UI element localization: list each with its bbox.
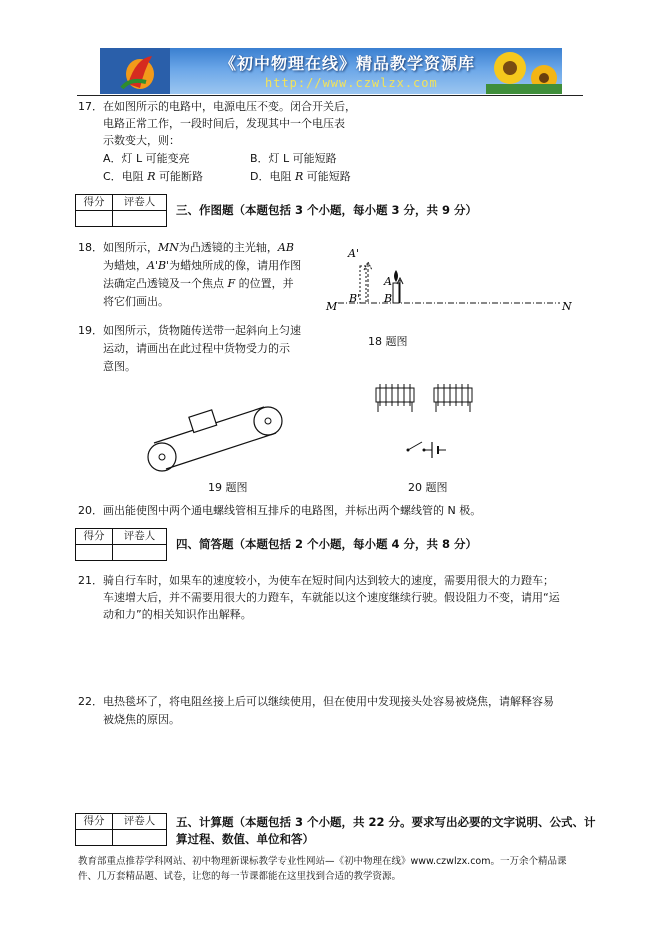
q17-option-a: A．灯 L 可能变亮 (103, 152, 190, 165)
candle-flame (394, 270, 398, 282)
label-b: B (384, 292, 393, 305)
q22-line1: 22．电热毯坏了，将电阻丝接上后可以继续使用，但在使用中发现接头处容易被烧焦，请解释容易 (78, 695, 554, 708)
score-label: 得分 (76, 814, 113, 830)
q22-line2: 被烧焦的原因。 (103, 713, 180, 726)
header-rule (77, 95, 583, 96)
q18-line4: 将它们画出。 (103, 295, 169, 308)
q17-option-b: B．灯 L 可能短路 (250, 152, 337, 165)
image-candle (360, 266, 366, 303)
upper-roller (254, 407, 282, 435)
q21-line3: 动和力”的相关知识作出解释。 (103, 608, 252, 621)
score-box-sec3 (75, 194, 167, 227)
label-b-prime: B' (349, 292, 361, 305)
label-n: N (562, 300, 572, 313)
score-cell (76, 830, 113, 846)
reviewer-cell (113, 211, 167, 227)
cargo-box (189, 410, 217, 433)
section-4-title: 四、简答题（本题包括 2 个小题，每小题 4 分，共 8 分） (176, 537, 478, 551)
section-5-title-line2: 算过程、数值、单位和答） (176, 832, 314, 846)
figure-20-solenoids (370, 378, 480, 468)
reviewer-cell (113, 830, 167, 846)
score-cell (76, 211, 113, 227)
q21-line1: 21．骑自行车时，如果车的速度较小，为使车在短时间内达到较大的速度，需要用很大的力蹬车； (78, 574, 554, 587)
q20-text: 20．画出能使图中两个通电螺线管相互排斥的电路图，并标出两个螺线管的 N 极。 (78, 504, 482, 517)
q17-line1: 17．在如图所示的电路中，电源电压不变。闭合开关后， (78, 100, 356, 113)
reviewer-label: 评卷人 (113, 814, 167, 830)
section-3-title: 三、作图题（本题包括 3 个小题，每小题 3 分，共 9 分） (176, 203, 478, 217)
banner-title: 《初中物理在线》精品教学资源库 (220, 54, 476, 73)
figure-20-caption: 20 题图 (408, 481, 448, 494)
q18-line1: 18．如图所示，MN为凸透镜的主光轴，AB (78, 241, 294, 254)
footer-line2: 件、几万套精品题、试卷，让您的每一节课都能在这里找到合适的教学资源。 (78, 871, 402, 882)
banner-url: http://www.czwlzx.com (265, 76, 438, 90)
score-cell (76, 545, 113, 561)
score-box-sec5 (75, 813, 167, 846)
upper-roller-axle (265, 418, 271, 424)
lower-roller-axle (159, 454, 165, 460)
label-a: A (384, 275, 392, 288)
reviewer-label: 评卷人 (113, 195, 167, 211)
figure-18-caption: 18 题图 (368, 335, 408, 348)
label-m: M (326, 300, 338, 313)
label-a-prime: A' (348, 247, 359, 260)
reviewer-cell (113, 545, 167, 561)
q19-line2: 运动，请画出在此过程中货物受力的示 (103, 342, 290, 355)
figure-18 (320, 240, 580, 350)
q18-line2: 为蜡烛，A'B'为蜡烛所成的像，请用作图 (103, 259, 302, 272)
score-label: 得分 (76, 529, 113, 545)
solenoid-right (434, 384, 472, 412)
score-label: 得分 (76, 195, 113, 211)
figure-19-conveyor (140, 395, 300, 480)
footer-line1: 教育部重点推荐学科网站、初中物理新课标教学专业性网站—《初中物理在线》www.czwlzx.com。一万余个精品课 (78, 856, 567, 867)
site-banner (100, 48, 562, 94)
q18-line3: 法确定凸透镜及一个焦点 F 的位置，并 (103, 277, 294, 290)
q17-line2: 电路正常工作，一段时间后，发现其中一个电压表 (103, 117, 345, 130)
reviewer-label: 评卷人 (113, 529, 167, 545)
q17-line3: 示数变大，则： (103, 134, 180, 147)
figure-19-caption: 19 题图 (208, 481, 248, 494)
q17-option-d: D．电阻 R 可能短路 (250, 170, 351, 183)
section-5-title-line1: 五、计算题（本题包括 3 个小题，共 22 分。要求写出必要的文字说明、公式、计 (176, 815, 596, 829)
q21-line2: 车速增大后，并不需要用很大的力蹬车，车就能以这个速度继续行驶。假设阻力不变，请用“运 (103, 591, 560, 604)
q19-line1: 19．如图所示，货物随传送带一起斜向上匀速 (78, 324, 301, 337)
switch-and-battery (407, 442, 447, 458)
q19-line3: 意图。 (103, 360, 136, 373)
belt-bottom (166, 433, 276, 469)
q17-option-c: C．电阻 R 可能断路 (103, 170, 203, 183)
candle (393, 283, 399, 303)
score-box-sec4 (75, 528, 167, 561)
solenoid-left (376, 384, 414, 412)
lower-roller (148, 443, 176, 471)
